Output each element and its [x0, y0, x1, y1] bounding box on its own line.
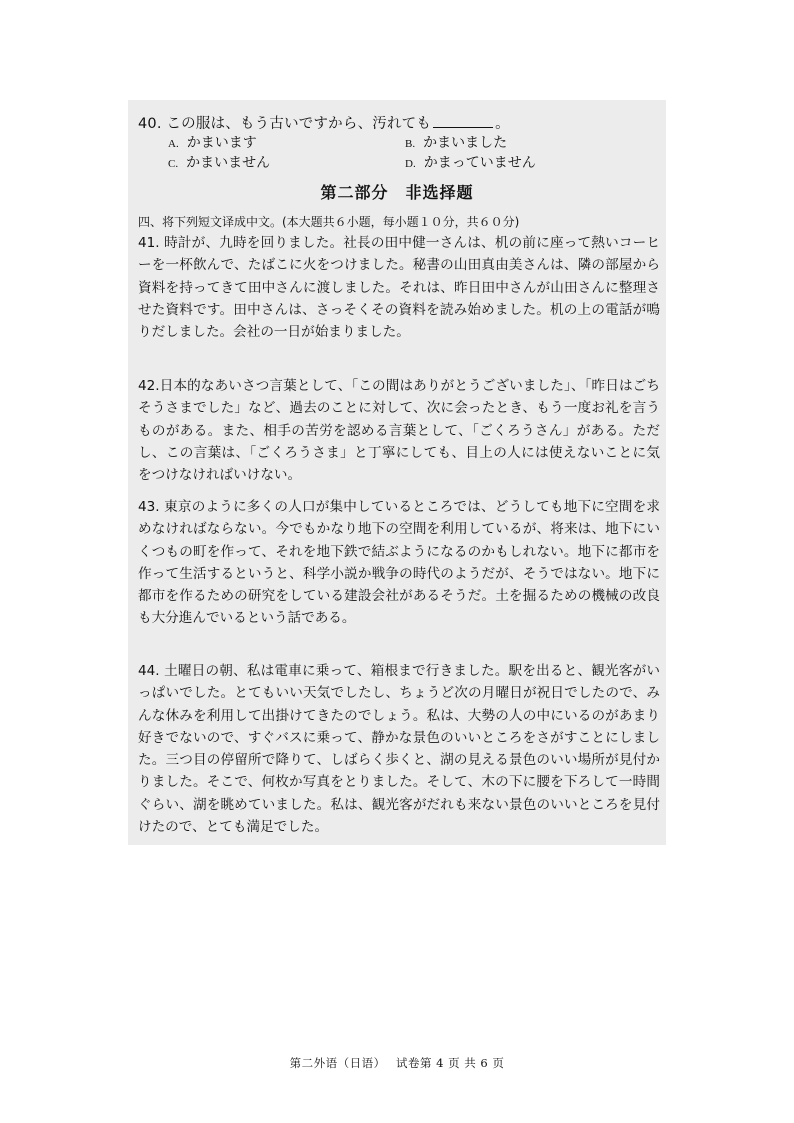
option-letter: C.: [168, 158, 179, 170]
option-a: [168, 132, 257, 152]
option-text: かまいます: [186, 135, 257, 151]
passage-41: 41. 時計が、九時を回りました。社長の田中健一さんは、机の前に座って熱いコーヒーを一杯飲んで、たばこに火をつけました。秘書の山田真由美さんは、隣の部屋から資料を持ってきて田中さんに渡しました。それは、昨日田中さんが山田さんに整理させた資料です。田中さんは、さっそくその資料を読み始めました。机の上の電話が鳴りだしました。会社の一日が始まりました。: [138, 235, 660, 341]
section-title: 第二部分 非选择题: [320, 183, 474, 202]
option-b: [405, 132, 507, 152]
section-instruction: 四、将下列短文译成中文。(本大题共６小题，每小题１０分，共６０分): [138, 215, 520, 229]
passage-43: 43. 東京のように多くの人口が集中しているところでは、どうしても地下に空間を求めなければならない。今でもかなり地下の空間を利用しているが、将来は、地下にいくつもの町を作って、それを地下鉄で結ぶようになるのかもしれない。地下に都市を作って生活するというと、科学小説か戦争の時代のようだが、そうではない。地下に都市を作るための研究をしている建設会社があるそうだ。土を掘るための機械の改良も大分進んでいるという話である。: [138, 499, 660, 627]
option-c: [168, 152, 270, 172]
question-40-stem: 40. この服は、もう古いですから、汚れても: [138, 116, 432, 132]
answer-blank: [433, 115, 493, 128]
option-letter: A.: [168, 138, 179, 150]
question-40: [138, 112, 510, 133]
option-text: かまいません: [186, 155, 271, 171]
option-d: [405, 152, 536, 172]
option-letter: B.: [405, 138, 416, 150]
page-footer: 第二外语（日语） 试卷第 4 页 共 6 页: [289, 1056, 505, 1070]
option-text: かまいました: [423, 135, 508, 151]
option-letter: D.: [405, 158, 416, 170]
question-40-end: 。: [495, 116, 510, 132]
option-text: かまっていません: [423, 155, 536, 171]
passage-44: 44. 土曜日の朝、私は電車に乗って、箱根まで行きました。駅を出ると、観光客がいっぱいでした。とてもいい天気でしたし、ちょうど次の月曜日が祝日でしたので、みんな休みを利用して出掛けてきたのでしょう。私は、大勢の人の中にいるのがあまり好きでないので、すぐバスに乗って、静かな景色のいいところをさがすことにしました。三つ目の停留所で降りて、しばらく歩くと、湖の見える景色のいい場所が見付かりました。そこで、何枚か写真をとりました。そして、木の下に腰を下ろして一時間ぐらい、湖を眺めていました。私は、観光客がだれも来ない景色のいいところを見付けたので、とても満足でした。: [138, 663, 660, 836]
passage-42: 42.日本的なあいさつ言葉として、「この間はありがとうございました」、「昨日はごちそうさまでした」など、過去のことに対して、次に会ったとき、もう一度お礼を言うものがある。また、相手の苦労を認める言葉として、「ごくろうさん」がある。ただし、この言葉は、「ごくろうさま」と丁寧にしても、目上の人には使えないことに気をつけなければいけない。: [138, 378, 660, 484]
